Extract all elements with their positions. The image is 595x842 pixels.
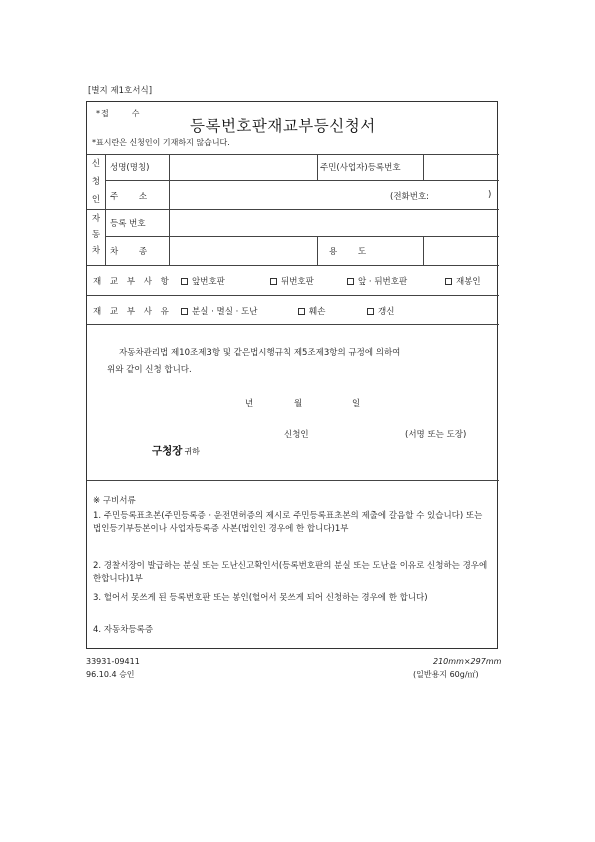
registration-number-label: 등록 번호	[110, 219, 146, 229]
option-rear-plate[interactable]: 뒤번호판	[270, 275, 314, 287]
addressee: 구청장 귀하	[152, 445, 200, 457]
date-day-label: 일	[352, 399, 361, 409]
option-renewal[interactable]: 갱신	[367, 305, 394, 317]
declaration-line-1: 자동차관리법 제10조제3항 및 같은법시행규칙 제5조제3항의 규정에 의하여	[119, 348, 401, 358]
form-code: 33931-09411	[86, 657, 140, 666]
filling-note: *표시란은 신청인이 기재하지 않습니다.	[92, 138, 230, 147]
checkbox[interactable]	[347, 278, 354, 285]
registration-id-field[interactable]	[423, 154, 496, 178]
address-label: 주 소	[110, 192, 157, 202]
date-month-label: 월	[294, 399, 303, 409]
paper-weight: (일반용지 60g/㎡)	[413, 670, 479, 679]
registration-number-field[interactable]	[170, 210, 496, 234]
reissue-items-label: 재 교 부 사 항	[93, 277, 172, 287]
vehicle-side-label: 자 동 차	[91, 214, 101, 256]
receipt-stamp-label: *접 수	[96, 109, 141, 118]
signature-or-seal-label: (서명 또는 도장)	[405, 430, 467, 440]
rule-type-split	[317, 236, 318, 265]
name-field[interactable]	[170, 154, 316, 178]
address-field[interactable]	[170, 181, 385, 206]
checkbox[interactable]	[181, 278, 188, 285]
applicant-signature-label: 신청인	[284, 430, 309, 440]
approval-date: 96.10.4 승인	[86, 670, 135, 679]
reissue-reasons-label: 재 교 부 사 유	[93, 307, 172, 317]
option-reseal[interactable]: 재봉인	[445, 275, 481, 287]
form-title: 등록번호판재교부등신청서	[190, 117, 376, 135]
form-number-label: [별지 제1호서식]	[88, 86, 153, 96]
checkbox[interactable]	[181, 308, 188, 315]
rule-declaration	[87, 480, 499, 481]
checkbox[interactable]	[298, 308, 305, 315]
required-document-2: 2. 경찰서장이 발급하는 분실 또는 도난신고확인서(등록번호판의 분실 또는 도난을 이유로 신청하는 경우에 한합니다)1부	[93, 561, 488, 584]
vehicle-type-field[interactable]	[170, 237, 316, 262]
option-front-plate[interactable]: 앞번호판	[181, 275, 225, 287]
paper-size: 210mm×297mm	[433, 657, 502, 666]
rule-reasons	[87, 324, 499, 325]
name-label: 성명(명칭)	[110, 163, 150, 173]
registration-id-label: 주민(사업자)등록번호	[320, 163, 401, 173]
required-documents-heading: ※ 구비서류	[93, 496, 136, 506]
phone-close-paren: )	[488, 190, 492, 200]
vehicle-use-field[interactable]	[423, 237, 496, 262]
rule-items	[87, 295, 499, 296]
checkbox[interactable]	[270, 278, 277, 285]
option-damaged[interactable]: 훼손	[298, 305, 325, 317]
option-lost-stolen[interactable]: 분실 · 멸실 · 도난	[181, 305, 257, 317]
option-both-plates[interactable]: 앞 · 뒤번호판	[347, 275, 407, 287]
applicant-side-label: 신 청 인	[91, 159, 101, 205]
checkbox[interactable]	[445, 278, 452, 285]
vehicle-type-label: 차 종	[110, 247, 157, 257]
required-document-1: 1. 주민등록표초본(주민등록증 · 운전면허증의 제시로 주민등록표초본의 제출에 갈음할 수 있습니다) 또는 법인등기부등본이나 사업자등록증 사본(법인인 경우에 한 합니다)1부	[93, 511, 483, 534]
rule-vehicle	[87, 265, 499, 266]
vehicle-use-label: 용 도	[329, 247, 376, 257]
checkbox[interactable]	[367, 308, 374, 315]
declaration-line-2: 위와 같이 신청 합니다.	[107, 365, 192, 375]
date-year-label: 년	[245, 399, 254, 409]
required-document-3: 3. 헐어서 못쓰게 된 등록번호판 또는 봉인(헐어서 못쓰게 되어 신청하는 경우에 한 합니다)	[93, 593, 428, 603]
rule-name-split	[317, 154, 318, 180]
rule-side-column	[105, 154, 106, 265]
required-document-4: 4. 자동차등록증	[93, 625, 154, 635]
phone-label: (전화번호:	[390, 192, 430, 202]
